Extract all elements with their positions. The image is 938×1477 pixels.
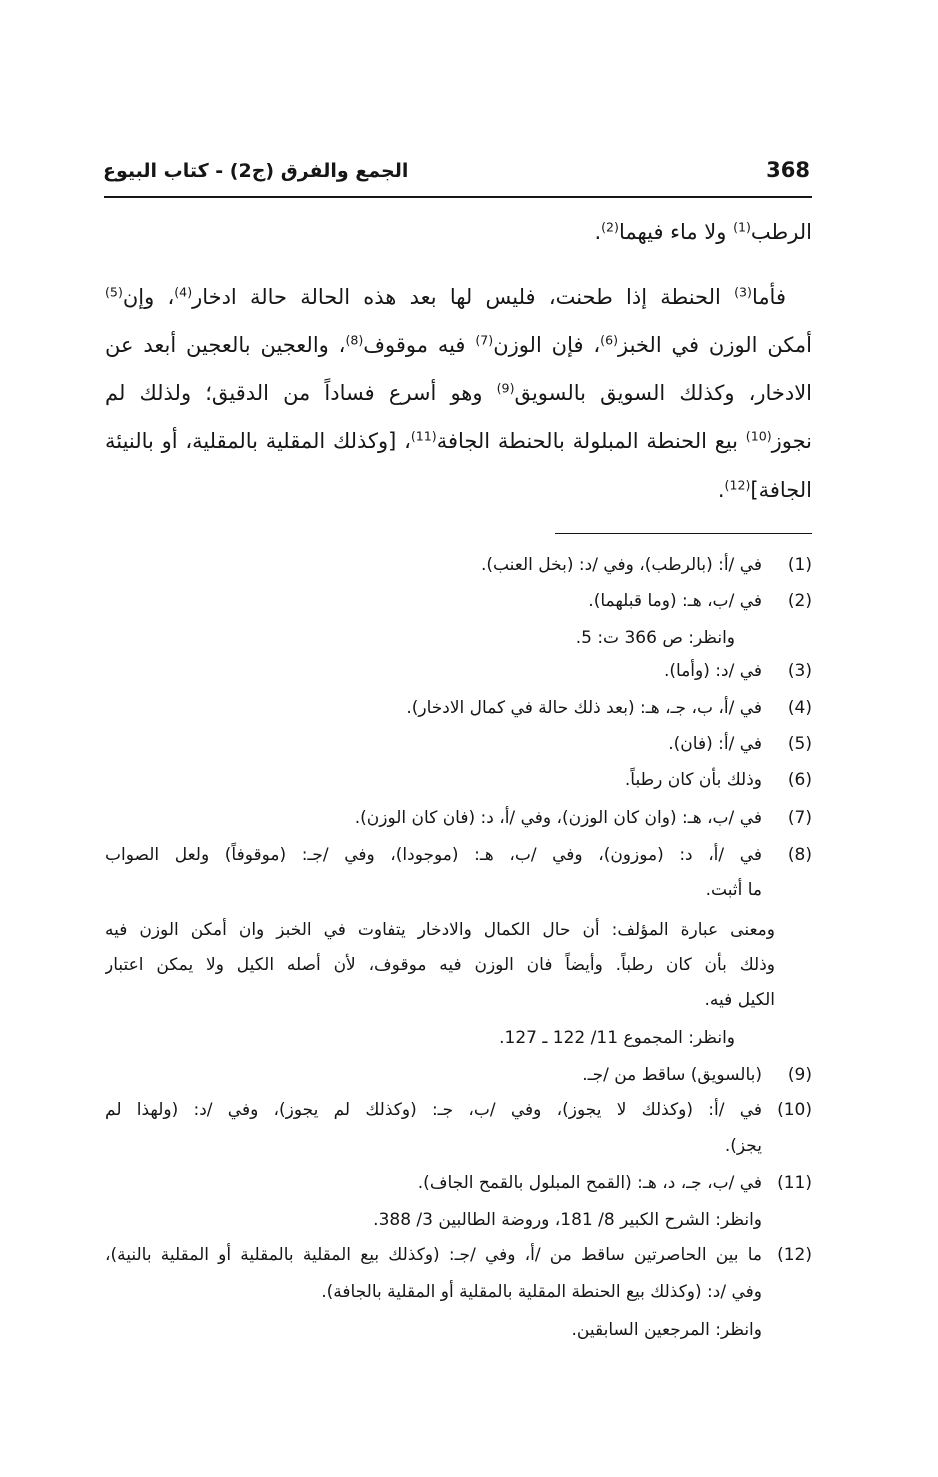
footnote-text: ما أثبت. <box>705 880 762 900</box>
footnote-ref: (7) <box>475 332 494 348</box>
footnote-line <box>105 1092 812 1128</box>
body-line <box>105 417 812 465</box>
footnote-ref: (10) <box>745 428 772 444</box>
footnote-text: (بالسويق) ساقط من /جـ. <box>582 1065 762 1085</box>
footnote-text: وذلك بأن كان رطباً. وأيضاً فان الوزن فيه موقوف، لأن أصله الكيل ولا يمكن اعتبار <box>105 955 775 975</box>
footnote-line <box>105 1020 812 1056</box>
footnote-number: (11) <box>777 1173 812 1193</box>
footnote-text: في /ب، هـ: (وما قبلهما). <box>588 591 762 611</box>
footnote-text: في /أ: (فان). <box>668 734 762 754</box>
footnote-line <box>105 1202 812 1238</box>
footnote-text: الكيل فيه. <box>704 990 775 1010</box>
footnote-line <box>105 653 812 689</box>
body-text: الادخار، وكذلك السويق بالسويق <box>514 381 812 405</box>
footnote-text: في /أ: (وكذلك لا يجوز)، وفي /ب، جـ: (وكذلك لم يجوز)، وفي /د: (ولهذا لم <box>105 1100 762 1120</box>
footnote-text: ما بين الحاصرتين ساقط من /أ، وفي /جـ: (وكذلك بيع المقلية بالمقلية أو المقلية بالنية)، <box>105 1245 762 1265</box>
footnote-text: وانظر: ص 366 ت: 5. <box>575 628 735 648</box>
running-title: الجمع والفرق (ج2) - كتاب البيوع <box>103 160 409 182</box>
footnote-number: (7) <box>787 808 812 828</box>
footnote-ref: (4) <box>174 284 193 300</box>
footnote-ref: (5) <box>105 284 123 300</box>
footnote-line <box>105 947 812 983</box>
body-text: بيع الحنطة المبلولة بالحنطة الجافة <box>436 429 746 453</box>
footnote-ref: (3) <box>734 284 752 300</box>
footnote-text: في /ب، هـ: (وان كان الوزن)، وفي /أ، د: (فان كان الوزن). <box>354 808 762 828</box>
footnote-line <box>105 1274 812 1310</box>
footnote-text: وانظر: المجموع 11/ 122 ـ 127. <box>499 1028 735 1048</box>
footnote-line <box>105 690 812 726</box>
header-rule <box>104 196 812 198</box>
footnote-line <box>105 620 812 656</box>
footnote-line <box>105 982 812 1018</box>
body-text: الجافة] <box>750 478 812 502</box>
body-line <box>105 208 812 256</box>
footnote-line <box>105 726 812 762</box>
page-number: 368 <box>766 158 810 182</box>
footnote-number: (12) <box>777 1245 812 1265</box>
footnote-text: يجز). <box>724 1136 762 1156</box>
footnote-text: وانظر: الشرح الكبير 8/ 181، وروضة الطالبين 3/ 388. <box>373 1210 762 1230</box>
body-text: نجوز <box>771 429 812 453</box>
footnote-number: (4) <box>787 698 812 718</box>
footnote-ref: (11) <box>410 428 437 444</box>
footnote-number: (2) <box>787 591 812 611</box>
footnote-line <box>105 1165 812 1201</box>
footnote-line <box>105 583 812 619</box>
footnote-text: وانظر: المرجعين السابقين. <box>571 1320 762 1340</box>
footnote-line <box>105 837 812 873</box>
footnote-text: في /ب، جـ، د، هـ: (القمح المبلول بالقمح الجاف). <box>417 1173 762 1193</box>
body-text: ، فإن الوزن <box>493 333 601 357</box>
footnote-text: في /أ، ب، جـ، هـ: (بعد ذلك حالة في كمال الادخار). <box>406 698 762 718</box>
footnote-number: (5) <box>787 734 812 754</box>
body-text: الرطب <box>750 220 812 244</box>
footnote-number: (1) <box>787 555 812 575</box>
footnote-ref: (6) <box>600 332 618 348</box>
body-text: . <box>717 478 725 502</box>
footnote-number: (9) <box>787 1065 812 1085</box>
body-text: فأما <box>751 285 786 309</box>
footnote-line <box>105 1057 812 1093</box>
body-line <box>105 369 812 417</box>
footnote-text: ومعنى عبارة المؤلف: أن حال الكمال والادخار يتفاوت في الخبز وان أمكن الوزن فيه <box>105 920 775 940</box>
body-text: فيه موقوف <box>363 333 476 357</box>
footnote-text: وذلك بأن كان رطباً. <box>624 770 762 790</box>
body-text: أمكن الوزن في الخبز <box>618 333 812 357</box>
footnote-ref: (12) <box>724 477 751 493</box>
footnote-separator <box>555 533 812 534</box>
body-text: ، والعجين بالعجين أبعد عن <box>105 333 346 357</box>
footnote-ref: (2) <box>601 219 619 235</box>
footnote-ref: (8) <box>345 332 364 348</box>
body-line <box>105 273 812 321</box>
body-text: ، [وكذلك المقلية بالمقلية، أو بالنيئة <box>105 429 411 453</box>
footnote-line <box>105 1237 812 1273</box>
body-text: الحنطة إذا طحنت، فليس لها بعد هذه الحالة حالة ادخار <box>192 285 735 309</box>
footnote-text: في /د: (وأما). <box>663 661 762 681</box>
footnote-number: (10) <box>777 1100 812 1120</box>
footnote-number: (3) <box>787 661 812 681</box>
footnote-number: (6) <box>787 770 812 790</box>
body-line <box>105 321 812 369</box>
footnote-line <box>105 1128 812 1164</box>
body-line <box>105 466 812 514</box>
footnote-ref: (9) <box>496 380 515 396</box>
footnote-line <box>105 762 812 798</box>
footnote-text: في /أ: (بالرطب)، وفي /د: (بخل العنب). <box>480 555 762 575</box>
footnote-number: (8) <box>787 845 812 865</box>
body-text: ولا ماء فيهما <box>618 220 734 244</box>
footnote-line <box>105 800 812 836</box>
footnote-line <box>105 912 812 948</box>
footnote-line <box>105 547 812 583</box>
body-text: ، وإن <box>122 285 175 309</box>
footnote-text: في /أ، د: (موزون)، وفي /ب، هـ: (موجودا)، وفي /جـ: (موقوفاً) ولعل الصواب <box>105 845 762 865</box>
footnote-ref: (1) <box>733 219 751 235</box>
body-text: وهو أسرع فساداً من الدقيق؛ ولذلك لم <box>105 381 497 405</box>
footnote-line <box>105 1312 812 1348</box>
footnote-text: وفي /د: (وكذلك بيع الحنطة المقلية بالمقلية أو المقلية بالجافة). <box>321 1282 762 1302</box>
footnote-line <box>105 872 812 908</box>
body-text: . <box>594 220 602 244</box>
